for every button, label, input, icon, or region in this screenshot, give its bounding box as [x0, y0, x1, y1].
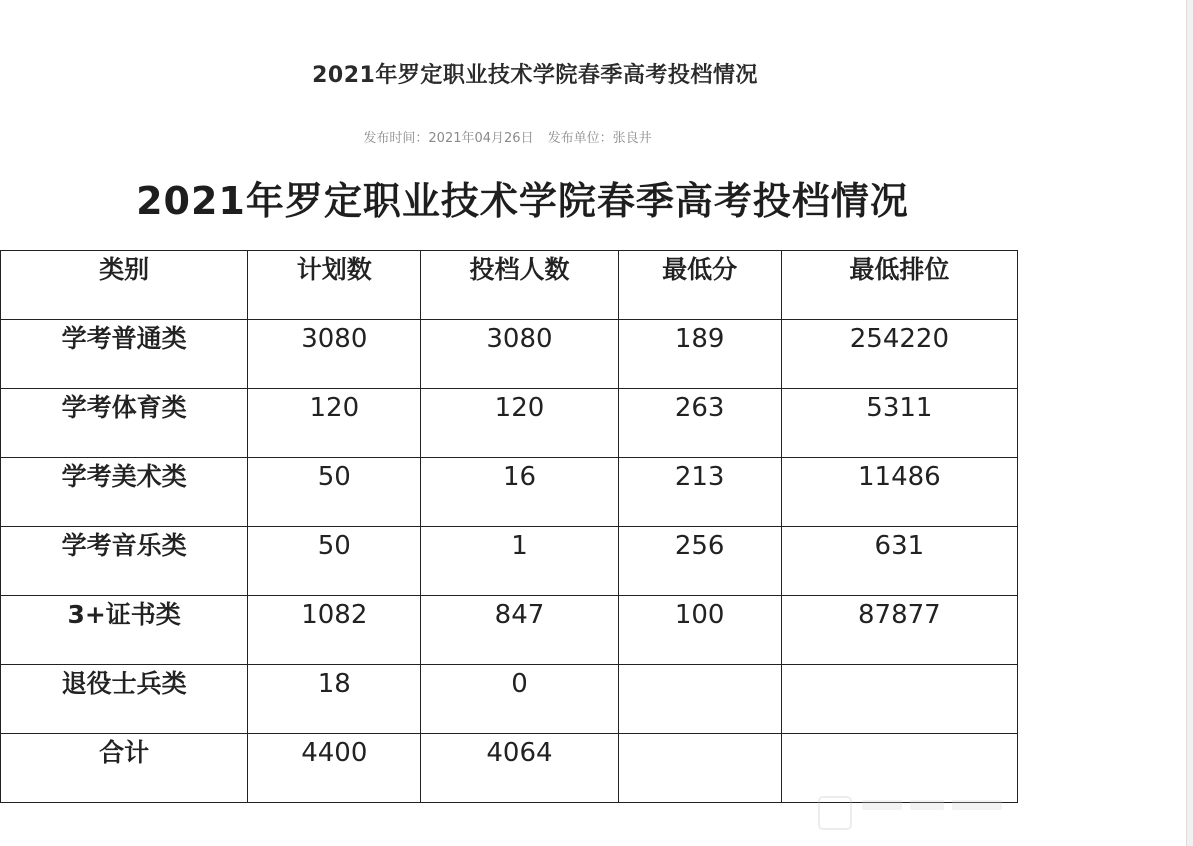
row-plan: 3080 — [248, 320, 421, 389]
header-plan: 计划数 — [248, 251, 421, 320]
header-admitted: 投档人数 — [421, 251, 618, 320]
row-plan: 50 — [248, 527, 421, 596]
row-min-rank: 631 — [781, 527, 1017, 596]
document-heading: 2021年罗定职业技术学院春季高考投档情况 — [136, 179, 909, 223]
row-plan: 1082 — [248, 596, 421, 665]
header-category: 类别 — [1, 251, 248, 320]
table-row — [1, 320, 1018, 389]
article-meta — [0, 127, 1015, 146]
row-min-rank: 254220 — [781, 320, 1017, 389]
page-title: 2021年罗定职业技术学院春季高考投档情况 — [312, 63, 758, 88]
publish-time: 发布时间：2021年04月26日 — [363, 131, 534, 146]
row-category: 学考体育类 — [1, 389, 248, 458]
row-min-rank — [781, 665, 1017, 734]
row-min-score: 100 — [618, 596, 781, 665]
row-admitted: 0 — [421, 665, 618, 734]
row-category: 学考普通类 — [1, 320, 248, 389]
table-row — [1, 596, 1018, 665]
row-plan: 120 — [248, 389, 421, 458]
row-admitted: 16 — [421, 458, 618, 527]
row-min-score — [618, 665, 781, 734]
row-plan: 50 — [248, 458, 421, 527]
total-admitted: 4064 — [421, 734, 618, 803]
header-min-score: 最低分 — [618, 251, 781, 320]
table-header-row — [1, 251, 1018, 320]
total-min-score — [618, 734, 781, 803]
table-row — [1, 527, 1018, 596]
row-category: 学考美术类 — [1, 458, 248, 527]
row-min-rank: 11486 — [781, 458, 1017, 527]
row-category: 3+证书类 — [1, 596, 248, 665]
row-admitted: 120 — [421, 389, 618, 458]
row-min-score: 213 — [618, 458, 781, 527]
admission-table — [0, 250, 1018, 803]
row-admitted: 1 — [421, 527, 618, 596]
row-min-rank: 5311 — [781, 389, 1017, 458]
faint-watermark — [818, 792, 1018, 828]
table-row — [1, 458, 1018, 527]
row-admitted: 847 — [421, 596, 618, 665]
row-min-rank: 87877 — [781, 596, 1017, 665]
publisher: 发布单位：张良井 — [547, 131, 652, 146]
row-category: 退役士兵类 — [1, 665, 248, 734]
row-min-score: 189 — [618, 320, 781, 389]
row-category: 学考音乐类 — [1, 527, 248, 596]
table-row — [1, 389, 1018, 458]
row-admitted: 3080 — [421, 320, 618, 389]
total-plan: 4400 — [248, 734, 421, 803]
row-min-score: 256 — [618, 527, 781, 596]
table-row — [1, 665, 1018, 734]
row-min-score: 263 — [618, 389, 781, 458]
page-edge — [1186, 0, 1193, 846]
total-label: 合计 — [1, 734, 248, 803]
row-plan: 18 — [248, 665, 421, 734]
watermark-logo-icon — [818, 796, 852, 830]
header-min-rank: 最低排位 — [781, 251, 1017, 320]
